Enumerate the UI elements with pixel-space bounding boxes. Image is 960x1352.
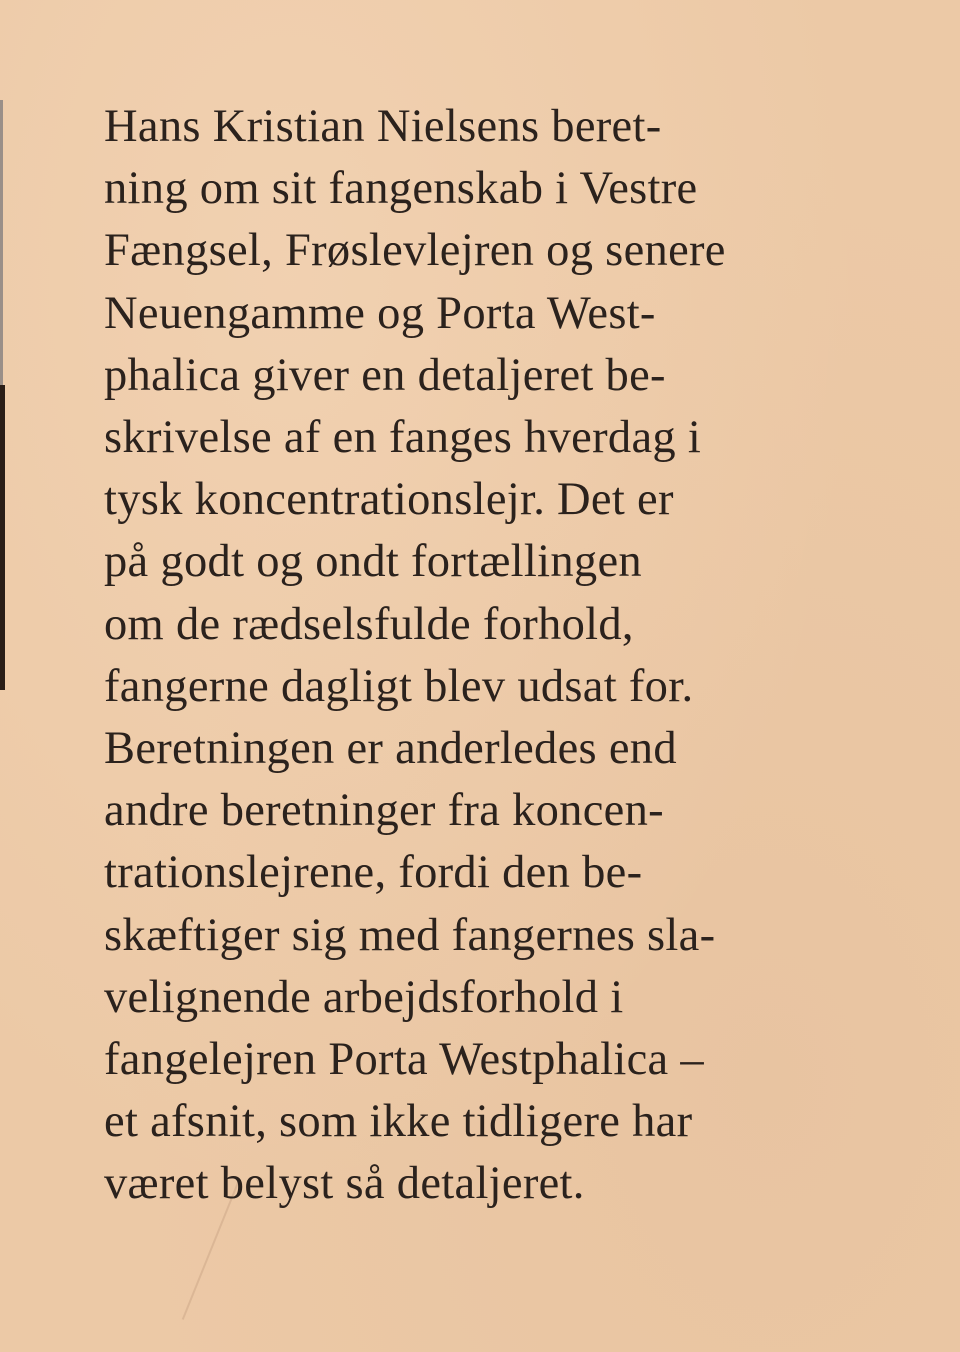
- back-cover-blurb: [104, 96, 904, 1216]
- blurb-line: Fængsel, Frøslevlejren og senere: [104, 225, 726, 277]
- blurb-line: et afsnit, som ikke tidligere har: [104, 1096, 693, 1148]
- blurb-line: andre beretninger fra koncen-: [104, 785, 664, 837]
- blurb-line: fangerne dagligt blev udsat for.: [104, 660, 694, 712]
- blurb-line: på godt og ondt fortællingen: [104, 536, 642, 588]
- blurb-line: om de rædselsfulde forhold,: [104, 598, 634, 650]
- blurb-line: velignende arbejdsforhold i: [104, 971, 624, 1023]
- blurb-line: fangelejren Porta Westphalica –: [104, 1034, 704, 1086]
- page-edge-strip-dark: [0, 385, 5, 690]
- blurb-line: ning om sit fangenskab i Vestre: [104, 163, 698, 215]
- blurb-line: Neuengamme og Porta West-: [104, 287, 656, 339]
- blurb-line: Hans Kristian Nielsens beret-: [104, 101, 662, 152]
- blurb-line: været belyst så detaljeret.: [104, 1158, 585, 1210]
- blurb-line: phalica giver en detaljeret be-: [104, 349, 666, 401]
- blurb-line: trationslejrene, fordi den be-: [104, 847, 643, 899]
- blurb-line: tysk koncentrationslejr. Det er: [104, 474, 674, 526]
- blurb-line: skrivelse af en fanges hverdag i: [104, 412, 702, 464]
- page-edge-strip-light: [0, 100, 3, 385]
- blurb-line: skæftiger sig med fangernes sla-: [104, 909, 716, 961]
- blurb-line: Beretningen er anderledes end: [104, 723, 677, 775]
